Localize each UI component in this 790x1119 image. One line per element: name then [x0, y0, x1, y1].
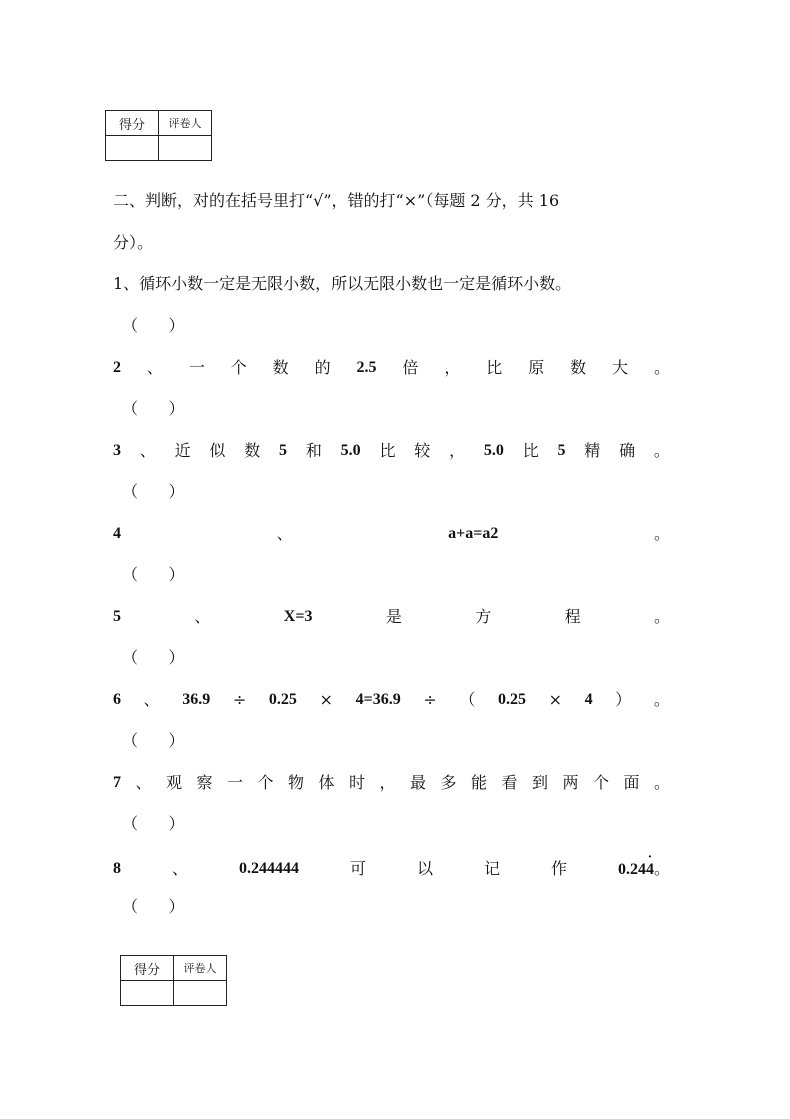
question-5: [113, 606, 670, 628]
token: 、: [194, 607, 211, 626]
repeat-dot-mark: ·: [647, 850, 653, 865]
token: 、: [276, 524, 293, 543]
token: 能: [470, 773, 487, 792]
token: 比: [486, 358, 503, 377]
token: 数: [570, 358, 587, 377]
token: 。: [653, 441, 670, 460]
token: 4=36.9: [355, 691, 401, 708]
token: 。: [653, 358, 670, 377]
token: 比: [522, 441, 539, 460]
token: 3: [113, 442, 121, 459]
token: 作: [550, 859, 567, 878]
section-heading-line1: 二、判断，对的在括号里打“√”，错的打“×”（每题 2 分，共 16: [113, 191, 560, 210]
token: 和: [305, 441, 322, 460]
question-7: [113, 772, 670, 794]
answer-blank-6[interactable]: （ ）: [122, 731, 185, 750]
token: 5: [279, 442, 288, 459]
token: 数: [244, 441, 261, 460]
token: ，: [379, 773, 396, 792]
question-2: [113, 357, 670, 379]
token: 可: [349, 859, 366, 878]
token: 4: [113, 525, 121, 542]
token: 观: [165, 773, 182, 792]
score-table-bottom: [120, 955, 227, 1006]
score-label: 得分: [106, 111, 159, 136]
score-cell[interactable]: [121, 981, 174, 1006]
token: ×: [319, 690, 333, 709]
repeat-digit: [645, 850, 654, 881]
token: 4: [584, 691, 593, 708]
token: 一: [188, 358, 205, 377]
token: 、: [171, 859, 188, 878]
question-3: [113, 440, 670, 462]
token: 看: [501, 773, 518, 792]
token: 2: [113, 359, 121, 376]
token: 原: [528, 358, 545, 377]
token: 。: [653, 607, 670, 626]
token: 数: [272, 358, 289, 377]
token: 较: [414, 441, 431, 460]
token: 察: [196, 773, 213, 792]
answer-blank-8[interactable]: （ ）: [122, 897, 185, 916]
token: 以: [416, 859, 433, 878]
token: 。: [653, 773, 670, 792]
token: 。: [653, 524, 670, 543]
token: 多: [440, 773, 457, 792]
grader-cell[interactable]: [159, 136, 212, 161]
token: ，: [444, 358, 461, 377]
token: 个: [257, 773, 274, 792]
token: 0.244444: [238, 860, 299, 877]
score-cell[interactable]: [106, 136, 159, 161]
grader-cell[interactable]: [174, 981, 227, 1006]
token: 倍: [402, 358, 419, 377]
repeating-decimal: [617, 850, 670, 881]
token: 精: [584, 441, 601, 460]
repeat-digit-value: 4: [645, 861, 654, 878]
token: 程: [564, 607, 581, 626]
grader-label: 评卷人: [174, 956, 227, 981]
token: 。: [653, 690, 670, 709]
answer-blank-1[interactable]: （ ）: [122, 316, 185, 335]
token: 确: [619, 441, 636, 460]
token: 方: [475, 607, 492, 626]
token: 2.5: [356, 359, 377, 376]
token: 0.25: [498, 691, 526, 708]
question-8: [113, 850, 670, 881]
token: ÷: [423, 690, 437, 709]
answer-blank-5[interactable]: （ ）: [122, 648, 185, 667]
token: ）: [615, 690, 632, 709]
answer-blank-3[interactable]: （ ）: [122, 482, 185, 501]
token: 是: [385, 607, 402, 626]
grader-label: 评卷人: [159, 111, 212, 136]
score-table-top: [105, 110, 212, 161]
token: ×: [548, 690, 563, 709]
token: 体: [318, 773, 335, 792]
token: 、: [146, 358, 163, 377]
sentence-end: 。: [653, 859, 670, 878]
question-4: [113, 523, 670, 545]
token: 7: [113, 774, 121, 791]
token: 6: [113, 691, 121, 708]
token: 到: [531, 773, 548, 792]
token: 记: [483, 859, 500, 878]
token: 个: [230, 358, 247, 377]
token: 的: [314, 358, 331, 377]
token: 、: [143, 690, 160, 709]
token: 近: [174, 441, 191, 460]
token: 时: [348, 773, 365, 792]
token: a+a=a2: [448, 525, 499, 542]
token: 一: [226, 773, 243, 792]
token: ÷: [232, 690, 247, 709]
token: 大: [612, 358, 629, 377]
token: 5: [557, 442, 566, 459]
score-label: 得分: [121, 956, 174, 981]
question-1: 1、循环小数一定是无限小数，所以无限小数也一定是循环小数。: [113, 274, 572, 293]
token: 两: [562, 773, 579, 792]
token: 36.9: [182, 691, 211, 708]
question-6: [113, 689, 670, 711]
token: 、: [139, 441, 156, 460]
token: 5.0: [340, 442, 361, 459]
token: 0.25: [268, 691, 297, 708]
section-heading-line2: 分）。: [113, 233, 154, 252]
token: 个: [592, 773, 609, 792]
token: 8: [113, 860, 121, 877]
token: ，: [449, 441, 466, 460]
token: （: [459, 690, 476, 709]
answer-blank-7[interactable]: （ ）: [122, 814, 185, 833]
answer-blank-4[interactable]: （ ）: [122, 565, 185, 584]
token: 5.0: [483, 442, 504, 459]
token: 、: [135, 773, 152, 792]
decimal-value: 0.24: [617, 861, 646, 878]
token: X=3: [283, 608, 313, 625]
token: 最: [409, 773, 426, 792]
token: 比: [379, 441, 396, 460]
token: 5: [113, 608, 121, 625]
answer-blank-2[interactable]: （ ）: [122, 399, 185, 418]
token: 似: [209, 441, 226, 460]
token: 面: [623, 773, 640, 792]
token: 物: [287, 773, 304, 792]
